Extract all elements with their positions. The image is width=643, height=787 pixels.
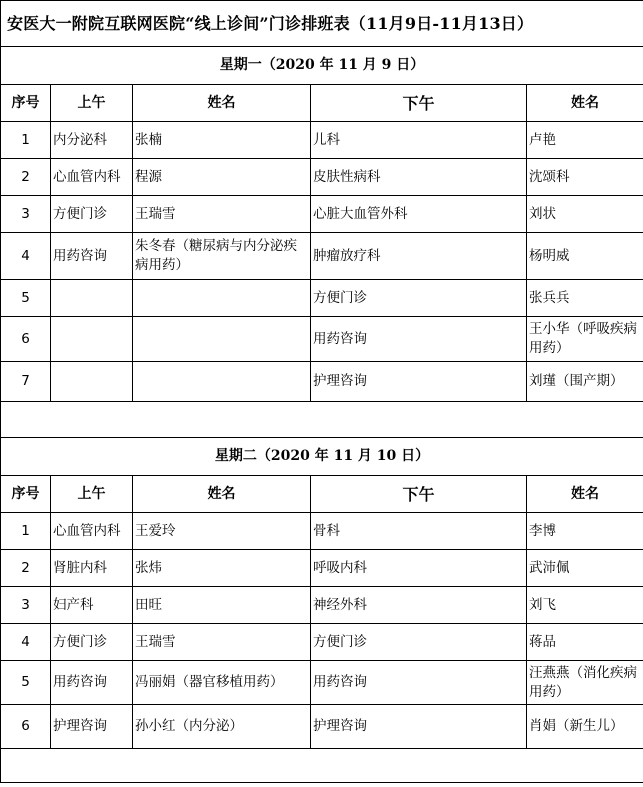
table-row — [1, 362, 643, 402]
pm-department: 神经外科 — [311, 587, 527, 624]
day-heading-tuesday: 星期二（2020 年 11 月 10 日） — [1, 438, 643, 476]
table-row — [1, 280, 643, 317]
pm-department: 肿瘤放疗科 — [311, 233, 527, 280]
pm-doctor: 武沛佩 — [527, 550, 643, 587]
pm-department: 护理咨询 — [311, 362, 527, 402]
am-doctor — [133, 317, 311, 362]
pm-doctor: 卢艳 — [527, 122, 643, 159]
row-number: 5 — [1, 661, 51, 705]
pm-department: 皮肤性病科 — [311, 159, 527, 196]
am-department: 用药咨询 — [51, 661, 133, 705]
row-number: 7 — [1, 362, 51, 402]
pm-department: 心脏大血管外科 — [311, 196, 527, 233]
am-department — [51, 317, 133, 362]
header-am: 上午 — [51, 476, 133, 513]
am-doctor: 孙小红（内分泌） — [133, 705, 311, 749]
day-heading-monday: 星期一（2020 年 11 月 9 日） — [1, 47, 643, 85]
pm-department: 骨科 — [311, 513, 527, 550]
header-pm-name: 姓名 — [527, 85, 643, 122]
am-doctor: 王瑞雪 — [133, 624, 311, 661]
am-doctor: 田旺 — [133, 587, 311, 624]
row-number: 5 — [1, 280, 51, 317]
row-number: 1 — [1, 122, 51, 159]
pm-doctor: 杨明威 — [527, 233, 643, 280]
pm-department: 用药咨询 — [311, 661, 527, 705]
pm-doctor: 沈颂科 — [527, 159, 643, 196]
am-doctor: 程源 — [133, 159, 311, 196]
row-number: 2 — [1, 550, 51, 587]
pm-department: 呼吸内科 — [311, 550, 527, 587]
pm-doctor: 李博 — [527, 513, 643, 550]
am-doctor: 王瑞雪 — [133, 196, 311, 233]
header-row — [1, 476, 643, 513]
table-row — [1, 513, 643, 550]
am-department — [51, 362, 133, 402]
table-row — [1, 159, 643, 196]
table-row — [1, 661, 643, 705]
row-number: 3 — [1, 196, 51, 233]
pm-doctor: 蒋品 — [527, 624, 643, 661]
page-title: 安医大一附院互联网医院“线上诊间”门诊排班表（11月9日-11月13日） — [1, 1, 643, 47]
table-row — [1, 317, 643, 362]
am-doctor: 张炜 — [133, 550, 311, 587]
header-no: 序号 — [1, 476, 51, 513]
row-number: 6 — [1, 317, 51, 362]
am-department — [51, 280, 133, 317]
header-pm: 下午 — [311, 476, 527, 513]
am-doctor: 王爱玲 — [133, 513, 311, 550]
header-pm-name: 姓名 — [527, 476, 643, 513]
am-department: 护理咨询 — [51, 705, 133, 749]
header-no: 序号 — [1, 85, 51, 122]
header-pm: 下午 — [311, 85, 527, 122]
table-row — [1, 705, 643, 749]
blank-spacer-row — [1, 402, 643, 438]
header-row — [1, 85, 643, 122]
am-department: 内分泌科 — [51, 122, 133, 159]
blank-spacer-row — [1, 749, 643, 783]
row-number: 4 — [1, 233, 51, 280]
pm-doctor: 张兵兵 — [527, 280, 643, 317]
am-department: 肾脏内科 — [51, 550, 133, 587]
header-am-name: 姓名 — [133, 476, 311, 513]
am-doctor: 朱冬春（糖尿病与内分泌疾病用药） — [133, 233, 311, 280]
pm-doctor: 刘飞 — [527, 587, 643, 624]
pm-doctor: 汪燕燕（消化疾病用药） — [527, 661, 643, 705]
pm-department: 方便门诊 — [311, 280, 527, 317]
pm-department: 用药咨询 — [311, 317, 527, 362]
pm-department: 儿科 — [311, 122, 527, 159]
pm-doctor: 刘状 — [527, 196, 643, 233]
row-number: 6 — [1, 705, 51, 749]
am-doctor: 冯丽娟（器官移植用药） — [133, 661, 311, 705]
pm-department: 护理咨询 — [311, 705, 527, 749]
row-number: 4 — [1, 624, 51, 661]
table-row — [1, 122, 643, 159]
am-department: 用药咨询 — [51, 233, 133, 280]
row-number: 2 — [1, 159, 51, 196]
table-row — [1, 233, 643, 280]
row-number: 3 — [1, 587, 51, 624]
pm-doctor: 刘瑾（围产期） — [527, 362, 643, 402]
table-row — [1, 587, 643, 624]
header-am-name: 姓名 — [133, 85, 311, 122]
table-row — [1, 550, 643, 587]
header-am: 上午 — [51, 85, 133, 122]
am-doctor: 张楠 — [133, 122, 311, 159]
pm-doctor: 王小华（呼吸疾病用药） — [527, 317, 643, 362]
table-row — [1, 196, 643, 233]
pm-doctor: 肖娟（新生儿） — [527, 705, 643, 749]
am-doctor — [133, 280, 311, 317]
am-department: 心血管内科 — [51, 159, 133, 196]
am-department: 妇产科 — [51, 587, 133, 624]
am-doctor — [133, 362, 311, 402]
table-row — [1, 624, 643, 661]
am-department: 方便门诊 — [51, 624, 133, 661]
pm-department: 方便门诊 — [311, 624, 527, 661]
row-number: 1 — [1, 513, 51, 550]
am-department: 方便门诊 — [51, 196, 133, 233]
am-department: 心血管内科 — [51, 513, 133, 550]
